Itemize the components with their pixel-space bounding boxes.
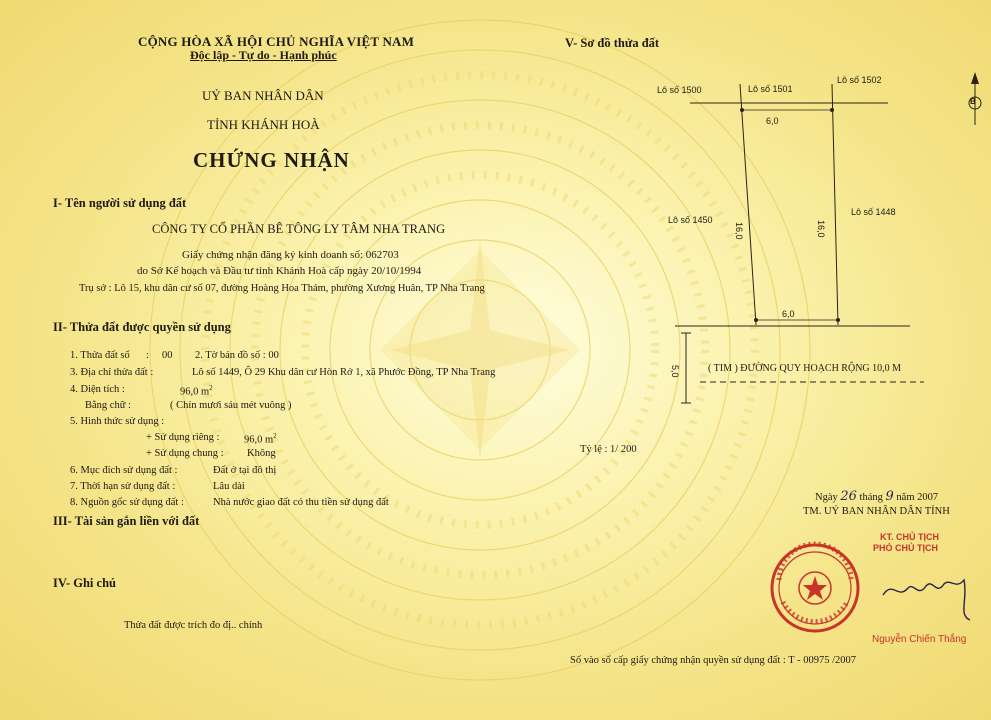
- note-text: Thửa đất được trích đo đị.. chính: [124, 620, 263, 631]
- company-name: CÔNG TY CỔ PHẦN BÊ TÔNG LY TÂM NHA TRANG: [152, 222, 446, 236]
- position-line-2: PHÓ CHỦ TỊCH: [873, 543, 938, 553]
- page-title: CHỨNG NHẬN: [193, 148, 350, 172]
- lot-1450-label: Lô số 1450: [668, 215, 713, 225]
- issue-date: Ngày 26 tháng 9 năm 2007: [815, 489, 939, 504]
- committee: UỶ BAN NHÂN DÂN: [202, 88, 324, 103]
- left-parcel-edge: [740, 84, 756, 325]
- license-issuer: do Sở Kế hoạch và Đầu tư tỉnh Khánh Hoà cấp ngày 20/10/1994: [137, 265, 422, 277]
- section-4-heading: IV- Ghi chú: [53, 576, 116, 590]
- official-seal: [765, 540, 875, 640]
- private-use-label: + Sử dụng riêng :: [146, 432, 220, 443]
- area-words-label: Bằng chữ :: [85, 400, 131, 411]
- motto: Độc lập - Tự do - Hạnh phúc: [190, 48, 337, 62]
- term-label: 7. Thời hạn sử dụng đất :: [70, 481, 176, 492]
- parcel-number-label: 1. Thửa đất số: [70, 350, 130, 361]
- parcel-address-value: Lô số 1449, Ô 29 Khu dân cư Hòn Rớ 1, xã Phước Đồng, TP Nha Trang: [192, 367, 496, 378]
- common-use-value: Không: [247, 448, 276, 459]
- left-length-label: 16,0: [734, 222, 744, 240]
- section-3-heading: III- Tài sản gắn liền với đất: [53, 514, 200, 528]
- road-label: ( TIM ) ĐƯỜNG QUY HOẠCH RỘNG 10,0 M: [708, 363, 902, 374]
- section-2-heading: II- Thửa đất được quyền sử dụng: [53, 320, 231, 334]
- handwritten-signature: [878, 560, 978, 630]
- term-value: Lâu dài: [213, 481, 245, 492]
- registry-number: Số vào sổ cấp giấy chứng nhận quyền sử dụng đất : T - 00975 /2007: [570, 655, 857, 666]
- origin-label: 8. Nguồn gốc sử dụng đất :: [70, 497, 184, 508]
- map-sheet-number: 2. Tờ bản đồ số : 00: [195, 350, 279, 361]
- usage-form-label: 5. Hình thức sử dụng :: [70, 416, 165, 427]
- area-value: 96,0 $m^2$: [180, 384, 213, 398]
- common-use-label: + Sử dụng chung :: [146, 448, 224, 459]
- private-use-value: 96,0 $m^2$: [244, 432, 277, 446]
- country-name: CỘNG HÒA XÃ HỘI CHỦ NGHĨA VIỆT NAM: [138, 34, 415, 49]
- north-label: B: [970, 97, 976, 106]
- purpose-value: Đất ở tại đô thị: [213, 465, 277, 476]
- signer-name: Nguyễn Chiến Thắng: [872, 634, 967, 645]
- origin-value: Nhà nước giao đất có thu tiền sử dụng đất: [213, 497, 389, 508]
- parcel-number-colon: :: [146, 350, 149, 361]
- position-line-1: KT. CHỦ TỊCH: [880, 532, 939, 542]
- right-parcel-edge: [832, 84, 838, 325]
- right-length-label: 16,0: [816, 220, 826, 238]
- purpose-label: 6. Mục đích sử dụng đất :: [70, 465, 178, 476]
- section-5-heading: V- Sơ đồ thửa đất: [565, 36, 660, 50]
- bottom-width-label: 6,0: [782, 309, 795, 319]
- parcel-address-label: 3. Địa chỉ thửa đất :: [70, 367, 154, 378]
- province: TỈNH KHÁNH HOÀ: [207, 117, 320, 132]
- business-license: Giấy chứng nhận đăng ký kinh doanh số: 062703: [182, 249, 399, 261]
- lot-1501-label: Lô số 1501: [748, 84, 793, 94]
- road-width-label: 5,0: [670, 365, 680, 378]
- area-label: 4. Diện tích :: [70, 384, 125, 395]
- top-width-label: 6,0: [766, 116, 779, 126]
- scale-label: Tỷ lệ : 1/ 200: [580, 444, 637, 455]
- lot-1448-label: Lô số 1448: [851, 207, 896, 217]
- lot-1500-label: Lô số 1500: [657, 85, 702, 95]
- area-words-value: ( Chín mươi sáu mét vuông ): [170, 400, 292, 411]
- lot-1502-label: Lô số 1502: [837, 75, 882, 85]
- star-icon: [803, 576, 827, 600]
- on-behalf-label: TM. UỶ BAN NHÂN DÂN TỈNH: [803, 506, 950, 517]
- company-address: Trụ sở : Lô 15, khu dân cư số 07, đường Hoàng Hoa Thám, phường Xương Huân, TP Nha Trang: [79, 283, 485, 294]
- section-1-heading: I- Tên người sử dụng đất: [53, 196, 187, 210]
- parcel-number-value: 00: [162, 350, 173, 361]
